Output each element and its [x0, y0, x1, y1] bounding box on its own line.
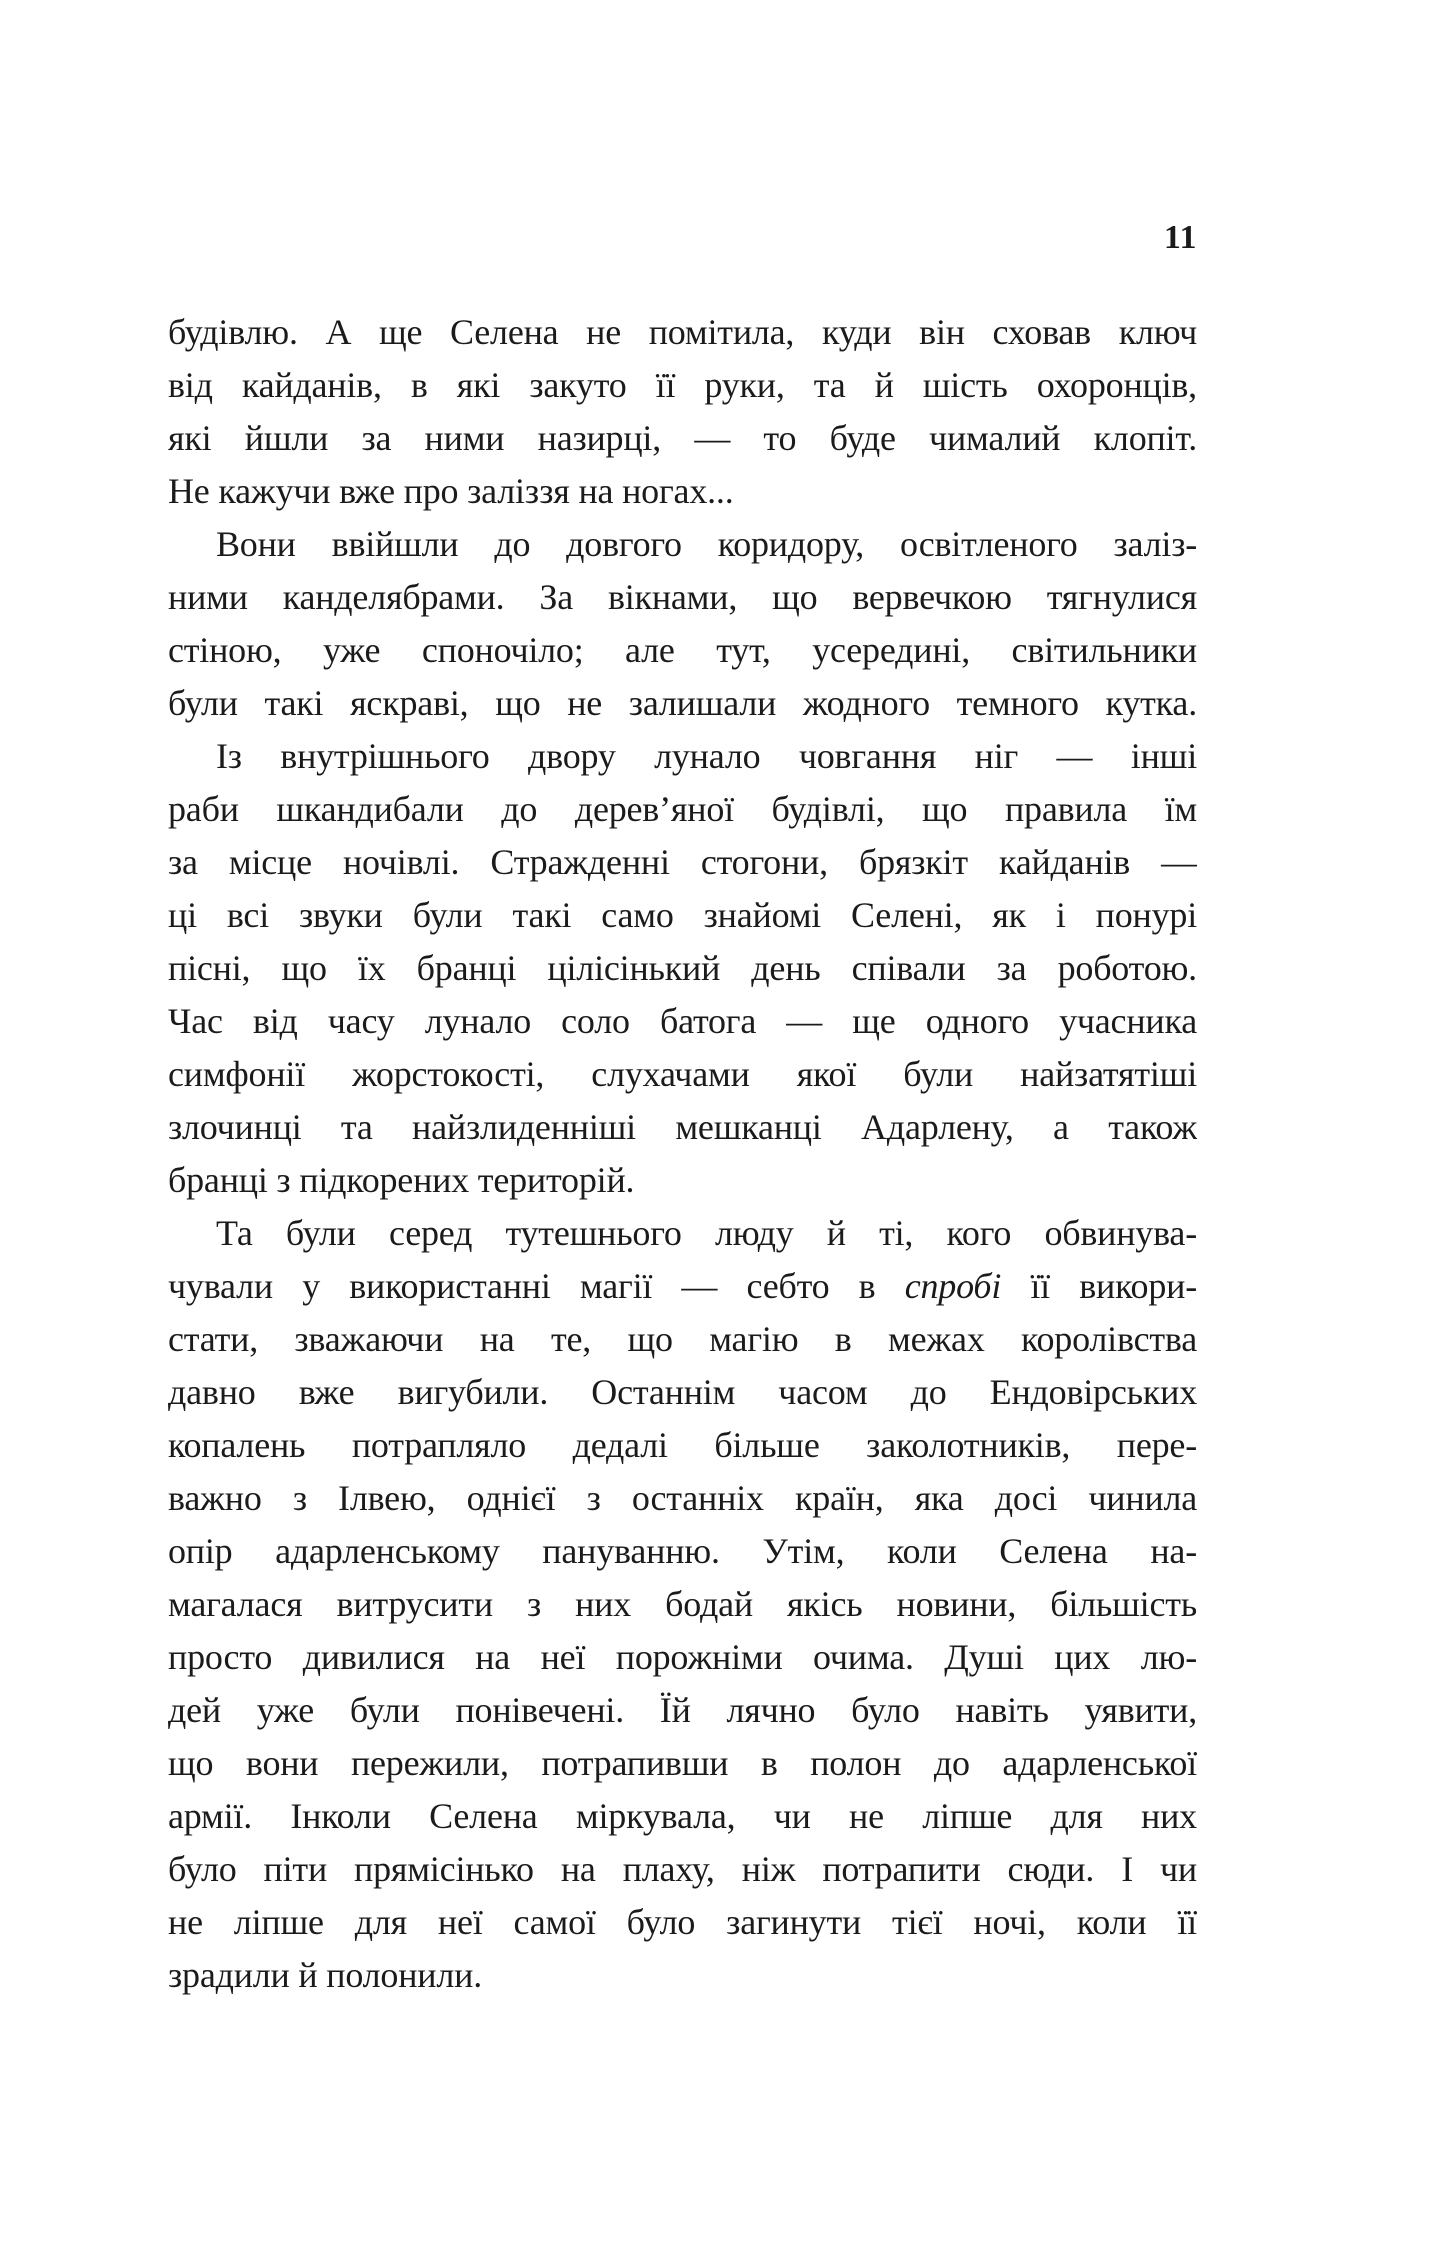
text-line: важно з Ілвею, однієї з останніх країн, яка досі чинила	[168, 1478, 1197, 1518]
text-line: злочинці та найзлиденніші мешканці Адарлену, а також	[168, 1107, 1197, 1147]
text-line: від кайданів, в які закуто її руки, та й шість охоронців,	[168, 365, 1197, 405]
text-line: давно вже вигубили. Останнім часом до Ендовірських	[168, 1372, 1197, 1412]
text-line: Та були серед тутешнього люду й ті, кого обвинува-	[216, 1213, 1197, 1253]
text-line: стіною, уже споночіло; але тут, усередині, світильники	[168, 630, 1197, 670]
text-line: стати, зважаючи на те, що магію в межах королівства	[168, 1319, 1197, 1359]
text-line: армії. Інколи Селена міркувала, чи не ліпше для них	[168, 1796, 1197, 1836]
text-line: опір адарленському пануванню. Утім, коли Селена на-	[168, 1531, 1197, 1571]
text-line: чували у використанні магії — себто в спробі її викори-	[168, 1266, 1197, 1306]
italic-text: спробі	[904, 1266, 1002, 1306]
text-line: просто дивилися на неї порожніми очима. Душі цих лю-	[168, 1637, 1197, 1677]
text-block	[168, 306, 1197, 2002]
text-line: ці всі звуки були такі само знайомі Селені, як і понурі	[168, 895, 1197, 935]
text-line: магалася витрусити з них бодай якісь новини, більшість	[168, 1584, 1197, 1624]
text-line: бранці з підкорених територій.	[168, 1160, 635, 1200]
text-line: раби шкандибали до дерев’яної будівлі, що правила їм	[168, 789, 1197, 829]
text-line: які йшли за ними назирці, — то буде чималий клопіт.	[168, 418, 1197, 458]
page-number: 11	[1163, 219, 1197, 256]
text-line: Не кажучи вже про заліззя на ногах...	[168, 471, 734, 511]
text-line: копалень потрапляло дедалі більше заколотників, пере-	[168, 1425, 1197, 1465]
text-line: будівлю. А ще Селена не помітила, куди він сховав ключ	[168, 312, 1197, 352]
text-line: були такі яскраві, що не залишали жодного темного кутка.	[168, 683, 1197, 723]
text-line: зрадили й полонили.	[168, 1955, 482, 1995]
text-line: Вони ввійшли до довгого коридору, освітленого заліз-	[216, 524, 1197, 564]
text-line: симфонії жорстокості, слухачами якої були найзатятіші	[168, 1054, 1197, 1094]
text-line: пісні, що їх бранці цілісінький день співали за роботою.	[168, 948, 1197, 988]
text-line: не ліпше для неї самої було загинути тієї ночі, коли її	[168, 1902, 1197, 1942]
text-line: було піти прямісінько на плаху, ніж потрапити сюди. І чи	[168, 1849, 1197, 1889]
text-line: ними канделябрами. За вікнами, що вервечкою тягнулися	[168, 577, 1197, 617]
text-line: Із внутрішнього двору лунало човгання ніг — інші	[216, 736, 1197, 776]
text-line: що вони пережили, потрапивши в полон до адарленської	[168, 1743, 1197, 1783]
text-line: дей уже були понівечені. Їй лячно було навіть уявити,	[168, 1690, 1197, 1730]
text-line: за місце ночівлі. Стражденні стогони, брязкіт кайданів —	[168, 842, 1197, 882]
text-line: Час від часу лунало соло батога — ще одного учасника	[168, 1001, 1197, 1041]
